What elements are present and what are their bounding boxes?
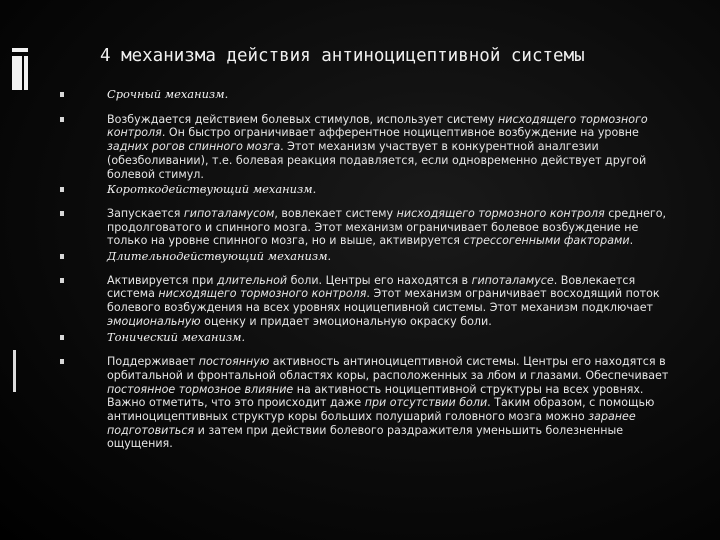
bullet-icon [60, 92, 64, 97]
emphasis-text: нисходящего тормозного контроля [107, 112, 648, 140]
text-run: . Этот механизм участвует в конкурентной аналгезии (обезболивании), т.е. болевая реакция подавляется, если одновременно действует другой болевой стимул. [107, 140, 647, 181]
list-paragraph [60, 113, 680, 182]
text-run: Возбуждается действием болевых стимулов, использует систему [107, 112, 499, 126]
emphasis-text: гипоталамусом [183, 206, 275, 220]
text-run: среднего, продолговатого и спинного мозга. Этот механизм ограничивает болевое возбуждение не только на уровне спинного мозга, но и выше, активируется [107, 206, 667, 248]
emphasis-text: заранее подготовиться [107, 410, 636, 437]
section-heading: Длительнодействующий механизм. [107, 249, 332, 264]
text-run: , вовлекает систему [274, 206, 397, 220]
text-run: боли. Центры его находятся в [287, 273, 472, 287]
emphasis-text: постоянную [198, 355, 270, 369]
page-title: 4 механизма действия антиноцицептивной системы [100, 46, 585, 66]
section-heading: Короткодействующий механизм. [107, 182, 317, 197]
bullet-icon [60, 211, 64, 216]
emphasis-text: нисходящего тормозного контроля [396, 206, 605, 220]
section-text [107, 274, 680, 329]
list-heading [60, 331, 680, 345]
list-heading [60, 183, 680, 197]
text-run: оценку и придает эмоциональную окраску боли. [200, 314, 492, 328]
bullet-icon [60, 278, 64, 283]
bullet-icon [60, 254, 64, 259]
list-heading [60, 88, 680, 102]
text-run: Активируется при [107, 273, 217, 287]
text-run: Запускается [107, 206, 184, 220]
emphasis-text: эмоциональную [107, 314, 201, 328]
emphasis-text: постоянное тормозное влияние [107, 382, 294, 396]
section-text [107, 113, 680, 182]
text-run: . Вовлекается система [107, 273, 636, 301]
emphasis-text: задних рогов спинного мозга [107, 140, 281, 154]
bullet-icon [60, 117, 64, 122]
text-run: . Этот механизм ограничивает восходящий поток болевого возбуждения на всех уровнях ноцицепивной системы. Этот механизм подключает [107, 287, 660, 315]
text-run: . Он быстро ограничивает афферентное ноцицептивное возбуждение на уровне [161, 126, 639, 140]
text-run: активность антиноцицептивной системы. Центры его находятся в орбитальной и фронтальной областях коры, расположенных за лбом и глазами. Обеспечивает [107, 355, 669, 382]
section-heading: Срочный механизм. [107, 87, 229, 101]
text-run: . [629, 234, 634, 248]
section-text [107, 207, 680, 248]
list-paragraph [60, 355, 680, 451]
emphasis-text: нисходящего тормозного контроля [158, 287, 367, 301]
list-paragraph [60, 207, 680, 248]
emphasis-text: при отсутствии боли [364, 396, 488, 410]
text-run: на активность ноцицептивной структуры на всех уровнях. Важно отметить, что это происходит даже [107, 382, 644, 410]
decorative-bars [0, 0, 40, 540]
bullet-icon [60, 359, 64, 364]
section-heading: Тонический механизм. [107, 329, 246, 344]
section-text [107, 355, 680, 451]
emphasis-text: стрессогенными факторами [463, 234, 630, 248]
text-run: и затем при действии болевого раздражителя уменьшить болезненные ощущения. [107, 423, 624, 451]
text-run: . Таким образом, с помощью антиноцицептивных структур коры больших полушарий головного мозга можно [107, 396, 655, 424]
emphasis-text: длительной [216, 273, 288, 287]
bullet-icon [60, 187, 64, 192]
list-heading [60, 250, 680, 264]
emphasis-text: гипоталамусе [471, 273, 554, 287]
bullet-list [60, 88, 680, 451]
list-paragraph [60, 274, 680, 329]
text-run: Поддерживает [107, 355, 199, 369]
bullet-icon [60, 335, 64, 340]
